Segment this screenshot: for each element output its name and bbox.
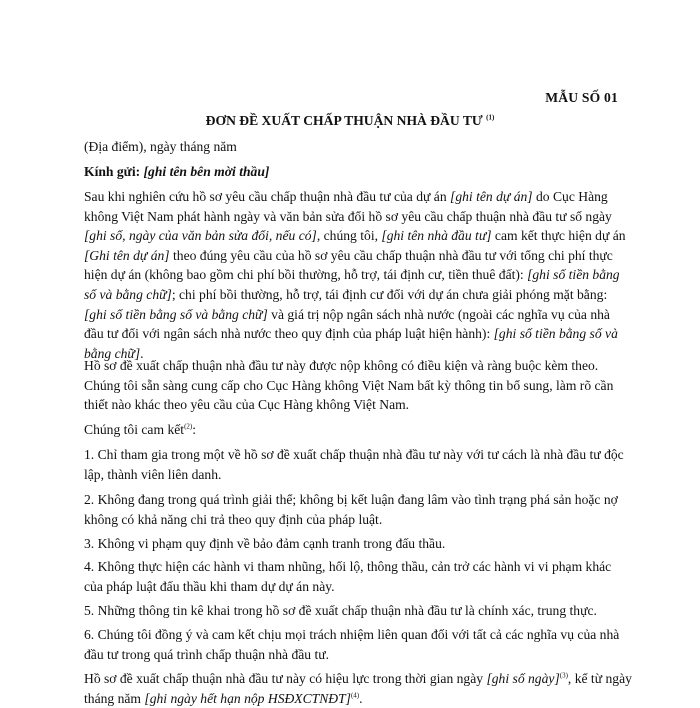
document-title [0, 113, 700, 129]
addressee-value: [ghi tên bên mời thầu] [143, 164, 270, 179]
p1-placeholder-investor: [ghi tên nhà đầu tư] [381, 228, 492, 244]
form-number: MẪU SỐ 01 [545, 90, 618, 105]
validity-footnote-4: (4) [350, 691, 360, 700]
commitment-item: 4. Không thực hiện các hành vi tham nhũng, hối lộ, thông thầu, cản trở các hành vi vi phạm khác của pháp luật đấu thầu khi tham dự dự án này. [84, 559, 612, 594]
validity-text-3: . [359, 690, 363, 706]
p1-placeholder-amount-3: [ghi số tiền bằng số và bằng chữ] [84, 326, 618, 361]
p1-placeholder-amount-2: [ghi số tiền bằng số và bằng chữ] [84, 306, 268, 322]
p1-text-7: và giá trị nộp ngân sách nhà nước (ngoài các nghĩa vụ của nhà đầu tư đối với ngân sách nhà nước theo quy định của pháp luật hiện hành): [84, 306, 610, 342]
p1-placeholder-project-2: [Ghi tên dự án] [84, 247, 170, 263]
validity-paragraph [84, 669, 632, 708]
commit-intro [84, 420, 632, 440]
commitment-item: 1. Chỉ tham gia trong một về hồ sơ đề xuất chấp thuận nhà đầu tư này với tư cách là nhà đầu tư độc lập, thành viên liên danh. [84, 447, 624, 482]
p1-text-6: ; chi phí bồi thường, hỗ trợ, tái định cư đối với dự án chưa giải phóng mặt bằng: [171, 286, 608, 302]
p1-placeholder-amount-1: [ghi số tiền bằng số và bằng chữ] [84, 267, 620, 302]
addressee-line [84, 162, 632, 182]
validity-text-2: , kể từ ngày tháng năm [84, 671, 632, 706]
commitment-item: 3. Không vi phạm quy định về bảo đảm cạnh tranh trong đấu thầu. [84, 536, 446, 551]
commitment-item: 5. Những thông tin kê khai trong hồ sơ đề xuất chấp thuận nhà đầu tư là chính xác, trung thực. [84, 603, 597, 618]
title-footnote-marker: (1) [486, 113, 495, 122]
p1-placeholder-project: [ghi tên dự án] [450, 189, 533, 204]
validity-placeholder-days: [ghi số ngày] [486, 671, 560, 686]
p1-text-3: , chúng tôi, [316, 228, 382, 244]
commitment-paragraph [84, 187, 632, 363]
validity-footnote-3: (3) [559, 671, 568, 680]
commit-intro-footnote: (2) [184, 422, 193, 431]
submission-paragraph: Hồ sơ đề xuất chấp thuận nhà đầu tư này được nộp không có điều kiện và ràng buộc kèm theo. Chúng tôi sẵn sàng cung cấp cho Cục Hàng không Việt Nam bất kỳ thông tin bổ sung, làm rõ cần thiết nào khác theo yêu cầu của Cục Hàng không Việt Nam. [84, 358, 614, 413]
p1-text-1: Sau khi nghiên cứu hồ sơ yêu cầu chấp thuận nhà đầu tư của dự án [84, 189, 451, 204]
validity-text-1: Hồ sơ đề xuất chấp thuận nhà đầu tư này có hiệu lực trong thời gian ngày [84, 671, 487, 686]
commitment-item: 2. Không đang trong quá trình giải thể; không bị kết luận đang lâm vào tình trạng phá sản hoặc nợ không có khả năng chi trả theo quy định của pháp luật. [84, 492, 618, 527]
title-text: ĐƠN ĐỀ XUẤT CHẤP THUẬN NHÀ ĐẦU TƯ [205, 113, 483, 128]
p1-text-5: theo đúng yêu cầu của hồ sơ yêu cầu chấp thuận nhà đầu tư với tổng chi phí thực hiện dự án (không bao gồm chi phí bồi thường, hỗ trợ, tái định cư, tiền thuê đất): [84, 247, 613, 283]
p1-text-8: . [140, 345, 144, 361]
validity-placeholder-deadline: [ghi ngày hết hạn nộp HSĐXCTNĐT] [144, 690, 351, 706]
commitment-item: 6. Chúng tôi đồng ý và cam kết chịu mọi trách nhiệm liên quan đối với tất cả các nghĩa vụ của nhà đầu tư trong quá trình chấp thuận nhà đầu tư. [84, 627, 620, 662]
p1-text-2: do Cục Hàng không Việt Nam phát hành ngày và văn bản sửa đổi hồ sơ yêu cầu chấp thuận nhà đầu tư số ngày [84, 189, 612, 224]
p1-text-4: cam kết thực hiện dự án [491, 228, 626, 244]
place-date-line: (Địa điểm), ngày tháng năm [84, 139, 237, 154]
commit-intro-text: Chúng tôi cam kết [84, 422, 185, 437]
p1-placeholder-amendment: [ghi số, ngày của văn bản sửa đổi, nếu có] [84, 228, 317, 244]
commit-intro-colon: : [192, 422, 197, 437]
addressee-label: Kính gửi: [84, 164, 144, 179]
